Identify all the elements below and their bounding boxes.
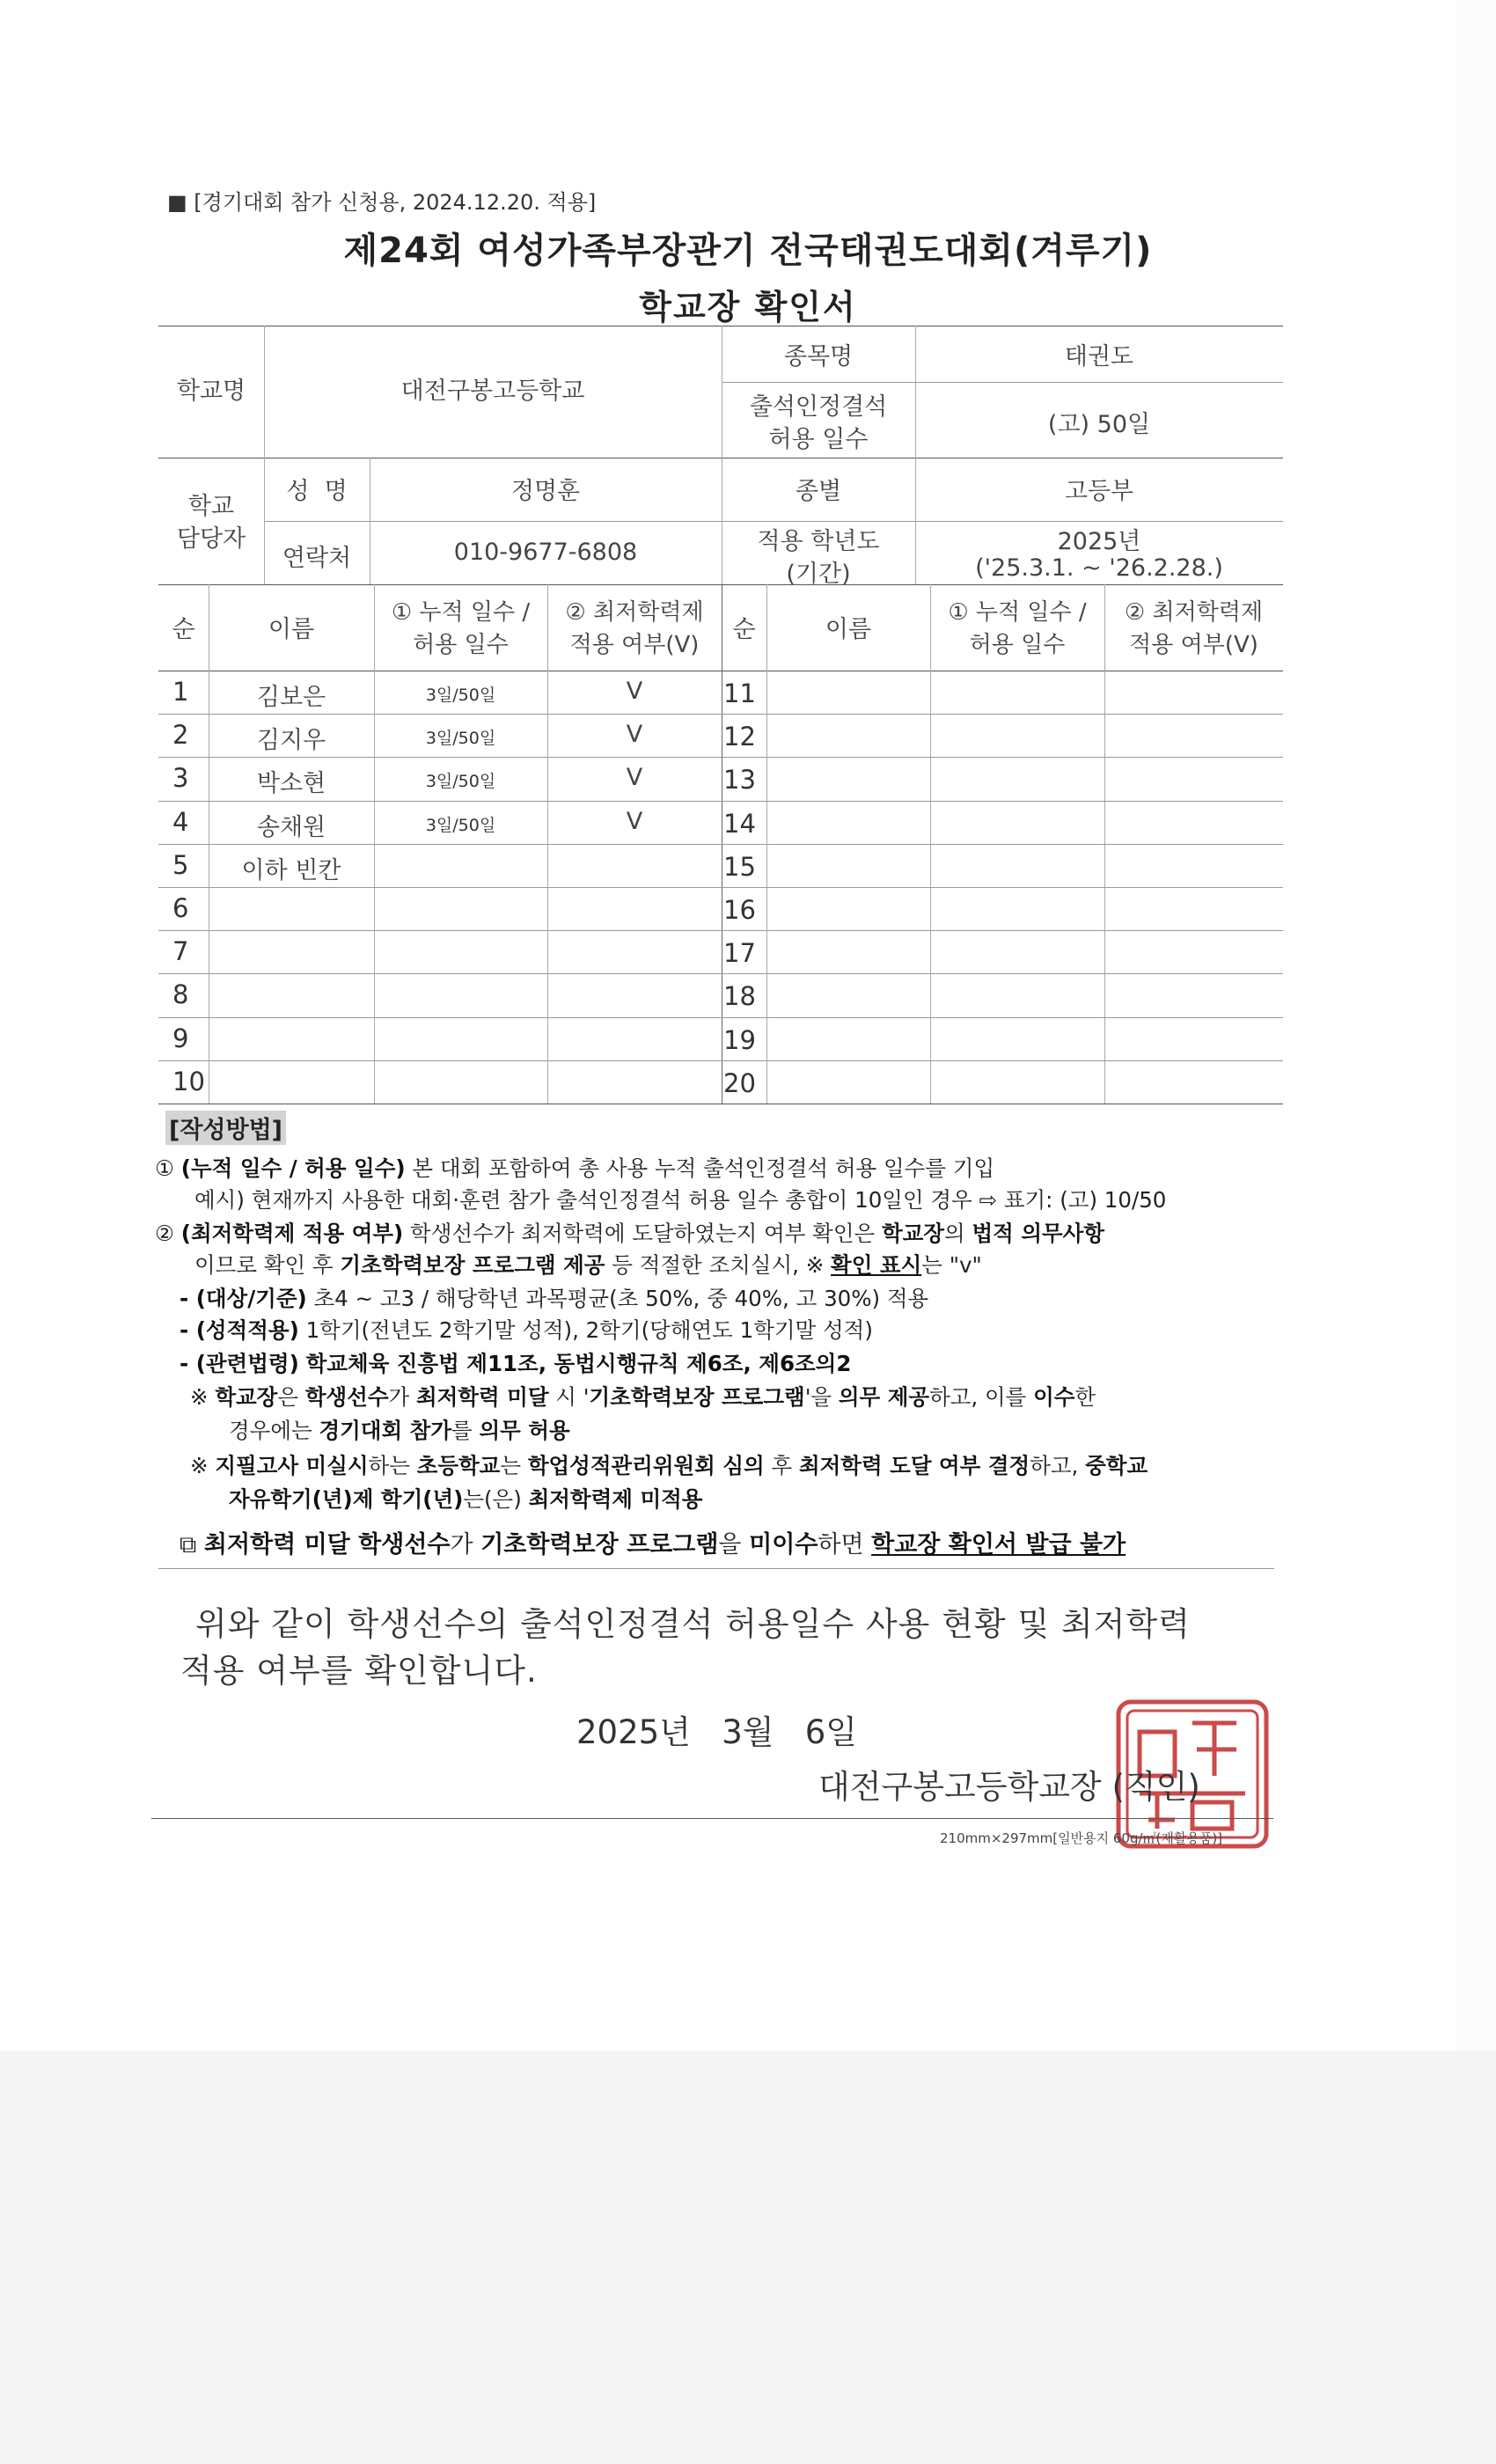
row-number: 20 [723, 1067, 756, 1098]
row-number: 16 [723, 895, 756, 925]
days-label-1: 출석인정결석 [749, 393, 888, 421]
col-name-right: 이름 [825, 616, 872, 643]
student-days: 3일/50일 [425, 686, 496, 705]
table-row-divider [158, 1060, 1283, 1061]
manager-label-1: 학교 [187, 493, 235, 520]
table-row-divider [158, 714, 1283, 715]
table-row-divider [158, 757, 1283, 758]
col-days-1-left: ① 누적 일수 / [391, 599, 531, 626]
issue-date: 2025년 3월 6일 [576, 1713, 858, 1751]
instruction-line-12: ⧉ 최저학력 미달 학생선수가 기초학력보장 프로그램을 미이수하면 학교장 확인서 발급 불가 [180, 1531, 1126, 1558]
paper-spec: 210mm×297mm[일반용지 60g/㎡(재활용품)] [940, 1830, 1223, 1846]
section-divider [158, 1568, 1274, 1569]
row-number: 13 [723, 765, 756, 796]
row-number: 8 [172, 979, 189, 1010]
instruction-line-7: - (관련법령) 학교체육 진흥법 제11조, 동법시행규칙 제6조, 제6조의2 [180, 1351, 852, 1376]
row-number: 17 [723, 938, 756, 969]
statement-line-2: 적용 여부를 확인합니다. [180, 1652, 538, 1690]
table-row-divider [158, 844, 1283, 845]
col-no-right: 순 [732, 616, 756, 643]
row-number: 18 [723, 981, 756, 1012]
year-value-2: ('25.3.1. ~ '26.2.28.) [975, 554, 1223, 582]
col-days-2-left: 허용 일수 [413, 632, 509, 658]
days-label-2: 허용 일수 [768, 426, 869, 453]
scan-background [0, 2050, 1496, 2464]
form-tag: ■ [경기대회 참가 신청용, 2024.12.20. 적용] [167, 190, 597, 215]
col-min-1-right: ② 최저학력제 [1124, 599, 1264, 626]
col-min-2-right: 적용 여부(V) [1129, 632, 1258, 658]
student-name: 이하 빈칸 [241, 856, 341, 884]
instruction-line-2: 예시) 현재까지 사용한 대회·훈련 참가 출석인정결석 허용 일수 총합이 10일인 경우 ⇨ 표기: (고) 10/50 [194, 1187, 1167, 1213]
footer-divider [151, 1818, 1273, 1819]
instruction-line-5: - (대상/기준) 초4 ~ 고3 / 해당학년 과목평균(초 50%, 중 40%, 고 30%) 적용 [180, 1286, 929, 1311]
arrow-box-icon: ⧉ [180, 1531, 197, 1558]
col-days-1-right: ① 누적 일수 / [948, 599, 1087, 626]
name-value: 정명훈 [510, 478, 581, 505]
table-row-divider [158, 887, 1283, 888]
instruction-line-9: 경우에는 경기대회 참가를 의무 허용 [229, 1418, 570, 1443]
school-label: 학교명 [176, 378, 246, 405]
student-days: 3일/50일 [425, 815, 496, 835]
category-label: 종별 [795, 478, 842, 505]
row-number: 9 [172, 1023, 189, 1053]
name-label: 성 명 [286, 478, 348, 505]
instructions-heading: [작성방법] [165, 1111, 286, 1145]
row-number: 6 [172, 893, 189, 923]
instruction-line-4: 이므로 확인 후 기초학력보장 프로그램 제공 등 적절한 조치실시, ※ 확인 표시는 "v" [194, 1252, 982, 1278]
row-number: 10 [172, 1066, 205, 1096]
table-row-divider [158, 801, 1283, 802]
table-row-divider [158, 930, 1283, 931]
school-value: 대전구봉고등학교 [400, 378, 585, 405]
manager-label-2: 담당자 [176, 525, 246, 553]
row-number: 5 [172, 849, 189, 880]
student-name: 송채원 [256, 813, 326, 841]
year-label-1: 적용 학년도 [757, 528, 880, 555]
col-min-1-left: ② 최저학력제 [565, 599, 704, 626]
col-no-left: 순 [172, 616, 195, 643]
days-value: (고) 50일 [1047, 411, 1151, 438]
table-line [722, 382, 1283, 383]
col-days-2-right: 허용 일수 [969, 632, 1066, 658]
year-label-2: (기간) [786, 561, 851, 588]
event-label: 종목명 [783, 343, 854, 370]
col-name-left: 이름 [268, 616, 315, 643]
table-line [158, 584, 1283, 585]
student-days: 3일/50일 [425, 729, 496, 749]
row-number: 2 [172, 720, 189, 751]
student-name: 박소현 [256, 770, 326, 798]
student-check: V [626, 807, 643, 835]
row-number: 12 [723, 722, 756, 752]
year-value-1: 2025년 [1057, 528, 1141, 555]
instruction-line-11: 자유학기(년)제 학기(년)는(은) 최저학력제 미적용 [229, 1486, 703, 1512]
row-number: 19 [723, 1024, 756, 1055]
row-number: 15 [723, 851, 756, 882]
instruction-line-6: - (성적적용) 1학기(전년도 2학기말 성적), 2학기(당해연도 1학기말 성적) [180, 1317, 873, 1343]
row-number: 14 [723, 808, 756, 839]
student-check: V [626, 678, 643, 705]
student-check: V [626, 764, 643, 792]
student-name: 김지우 [256, 727, 326, 755]
signer-name: 대전구봉고등학교장 (직인) [818, 1768, 1200, 1806]
row-number: 3 [172, 763, 189, 794]
row-number: 7 [172, 936, 189, 967]
contact-label: 연락처 [282, 545, 352, 572]
statement-line-1: 위와 같이 학생선수의 출석인정결석 허용일수 사용 현황 및 최저학력 [195, 1605, 1191, 1643]
row-number: 11 [723, 678, 756, 708]
contact-value: 010-9677-6808 [453, 539, 638, 566]
category-value: 고등부 [1064, 478, 1134, 505]
student-check: V [626, 721, 643, 749]
student-name: 김보은 [256, 684, 326, 711]
col-min-2-left: 적용 여부(V) [569, 632, 700, 658]
instruction-line-3: ② (최저학력제 적용 여부) 학생선수가 최저학력에 도달하였는지 여부 확인은 학교장의 법적 의무사항 [155, 1221, 1104, 1246]
form-title: 제24회 여성가족부장관기 전국태권도대회(겨루기) [343, 231, 1153, 271]
instruction-line-8: ※ 학교장은 학생선수가 최저학력 미달 시 '기초학력보장 프로그램'을 의무 제공하고, 이를 이수한 [190, 1384, 1096, 1410]
event-value: 태권도 [1064, 343, 1134, 370]
form-subtitle: 학교장 확인서 [639, 288, 857, 326]
table-row-divider [158, 1017, 1283, 1018]
instruction-line-10: ※ 지필고사 미실시하는 초등학교는 학업성적관리위원회 심의 후 최저학력 도달 여부 결정하고, 중학교 [190, 1453, 1148, 1478]
student-days: 3일/50일 [425, 772, 496, 792]
instruction-line-1: ① (누적 일수 / 허용 일수) 본 대회 포함하여 총 사용 누적 출석인정결석 허용 일수를 기입 [155, 1155, 995, 1181]
row-number: 4 [172, 806, 189, 837]
table-row-divider [158, 973, 1283, 974]
row-number: 1 [172, 677, 189, 707]
